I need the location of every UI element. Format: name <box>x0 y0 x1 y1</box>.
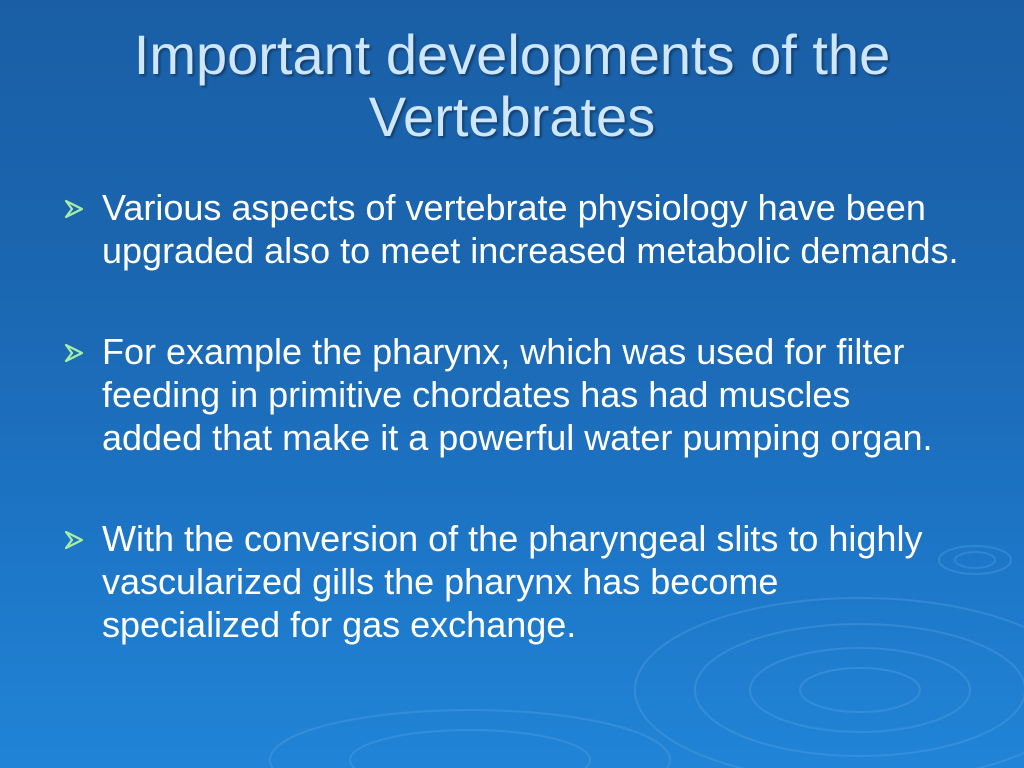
bullet-text: With the conversion of the pharyngeal slits to highly vascularized gills the pharynx has become specialized for gas exchange. <box>102 518 923 645</box>
bullet-text: For example the pharynx, which was used for filter feeding in primitive chordates has had muscles added that make it a powerful water pumping organ. <box>102 331 933 458</box>
bullet-list <box>60 186 960 646</box>
bullet-item <box>60 186 960 272</box>
arrowhead-bullet-icon <box>64 530 86 550</box>
slide-title: Important developments of the Vertebrates <box>133 23 891 148</box>
bullet-item <box>60 517 960 646</box>
arrowhead-bullet-icon <box>64 343 86 363</box>
bullet-text: Various aspects of vertebrate physiology have been upgraded also to meet increased metabolic demands. <box>102 187 959 271</box>
arrowhead-bullet-icon <box>64 199 86 219</box>
bullet-item <box>60 330 960 459</box>
